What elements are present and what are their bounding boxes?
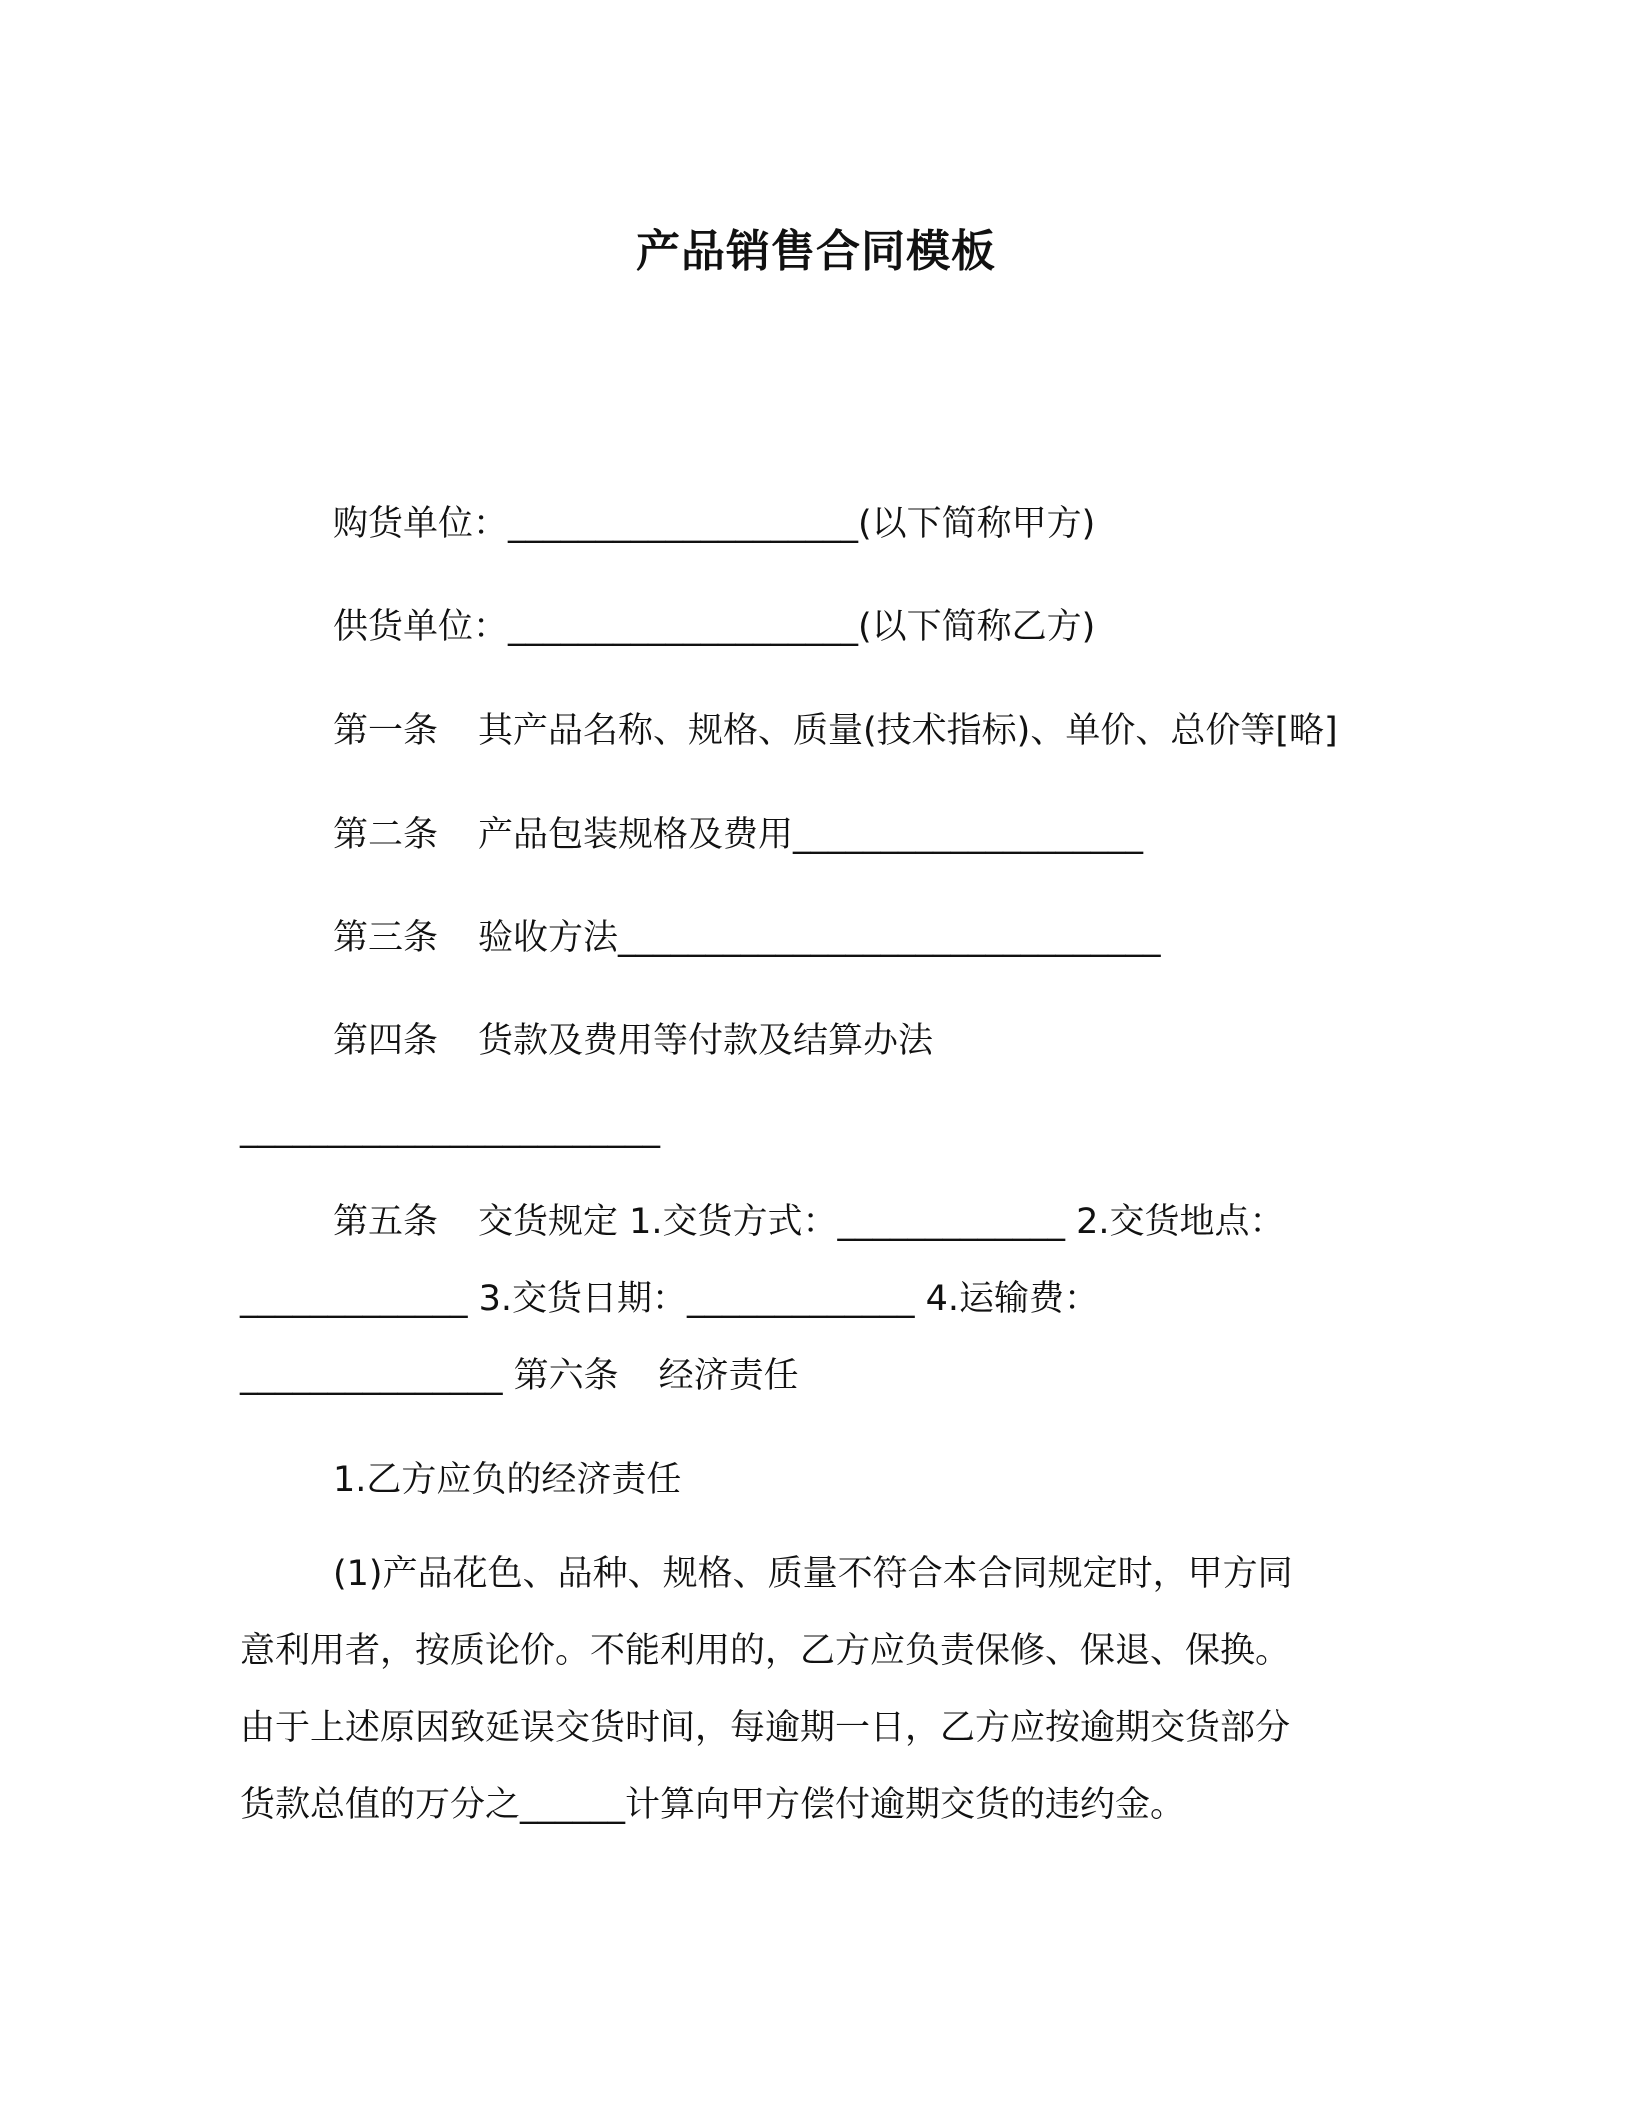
article-4-heading: 第四条 (333, 1021, 439, 1061)
article-2-text: 产品包装规格及费用____________________ (478, 815, 1144, 855)
article-4-text: 货款及费用等付款及结算办法 (478, 1021, 934, 1061)
document-title: 产品销售合同模板 (636, 226, 996, 277)
article-5-heading: 第五条 (333, 1202, 439, 1242)
buyer-line: 购货单位：____________________(以下简称甲方) (333, 504, 1096, 544)
article-2-heading: 第二条 (333, 815, 439, 855)
article-5-line-2: _____________ 3.交货日期：_____________ 4.运输费： (240, 1279, 1100, 1319)
article-2 (333, 811, 1143, 859)
paragraph-1-line-2: 意利用者，按质论价。不能利用的，乙方应负责保修、保退、保换。 (240, 1631, 1291, 1671)
item-1-heading: 1.乙方应负的经济责任 (333, 1460, 682, 1500)
article-3-text: 验收方法_______________________________ (478, 918, 1161, 958)
article-4-blank: ________________________ (240, 1109, 660, 1149)
article-4 (333, 1017, 933, 1065)
article-3-heading: 第三条 (333, 918, 439, 958)
article-1-heading: 第一条 (333, 711, 439, 751)
article-5-line-3 (240, 1352, 799, 1400)
article-5 (333, 1198, 1285, 1246)
article-5-text: 交货规定 1.交货方式：_____________ 2.交货地点： (478, 1202, 1285, 1242)
paragraph-1-line-1: (1)产品花色、品种、规格、质量不符合本合同规定时，甲方同 (333, 1554, 1293, 1594)
article-6-heading: _______________ 第六条 (240, 1356, 619, 1396)
paragraph-1-line-3: 由于上述原因致延误交货时间，每逾期一日，乙方应按逾期交货部分 (240, 1708, 1291, 1748)
paragraph-1-line-4: 货款总值的万分之______计算向甲方偿付逾期交货的违约金。 (240, 1785, 1186, 1825)
article-6-text: 经济责任 (658, 1356, 799, 1396)
article-3 (333, 914, 1161, 962)
seller-line: 供货单位：____________________(以下简称乙方) (333, 607, 1096, 647)
article-1 (333, 707, 1338, 755)
article-1-text: 其产品名称、规格、质量(技术指标)、单价、总价等[略] (478, 711, 1338, 751)
